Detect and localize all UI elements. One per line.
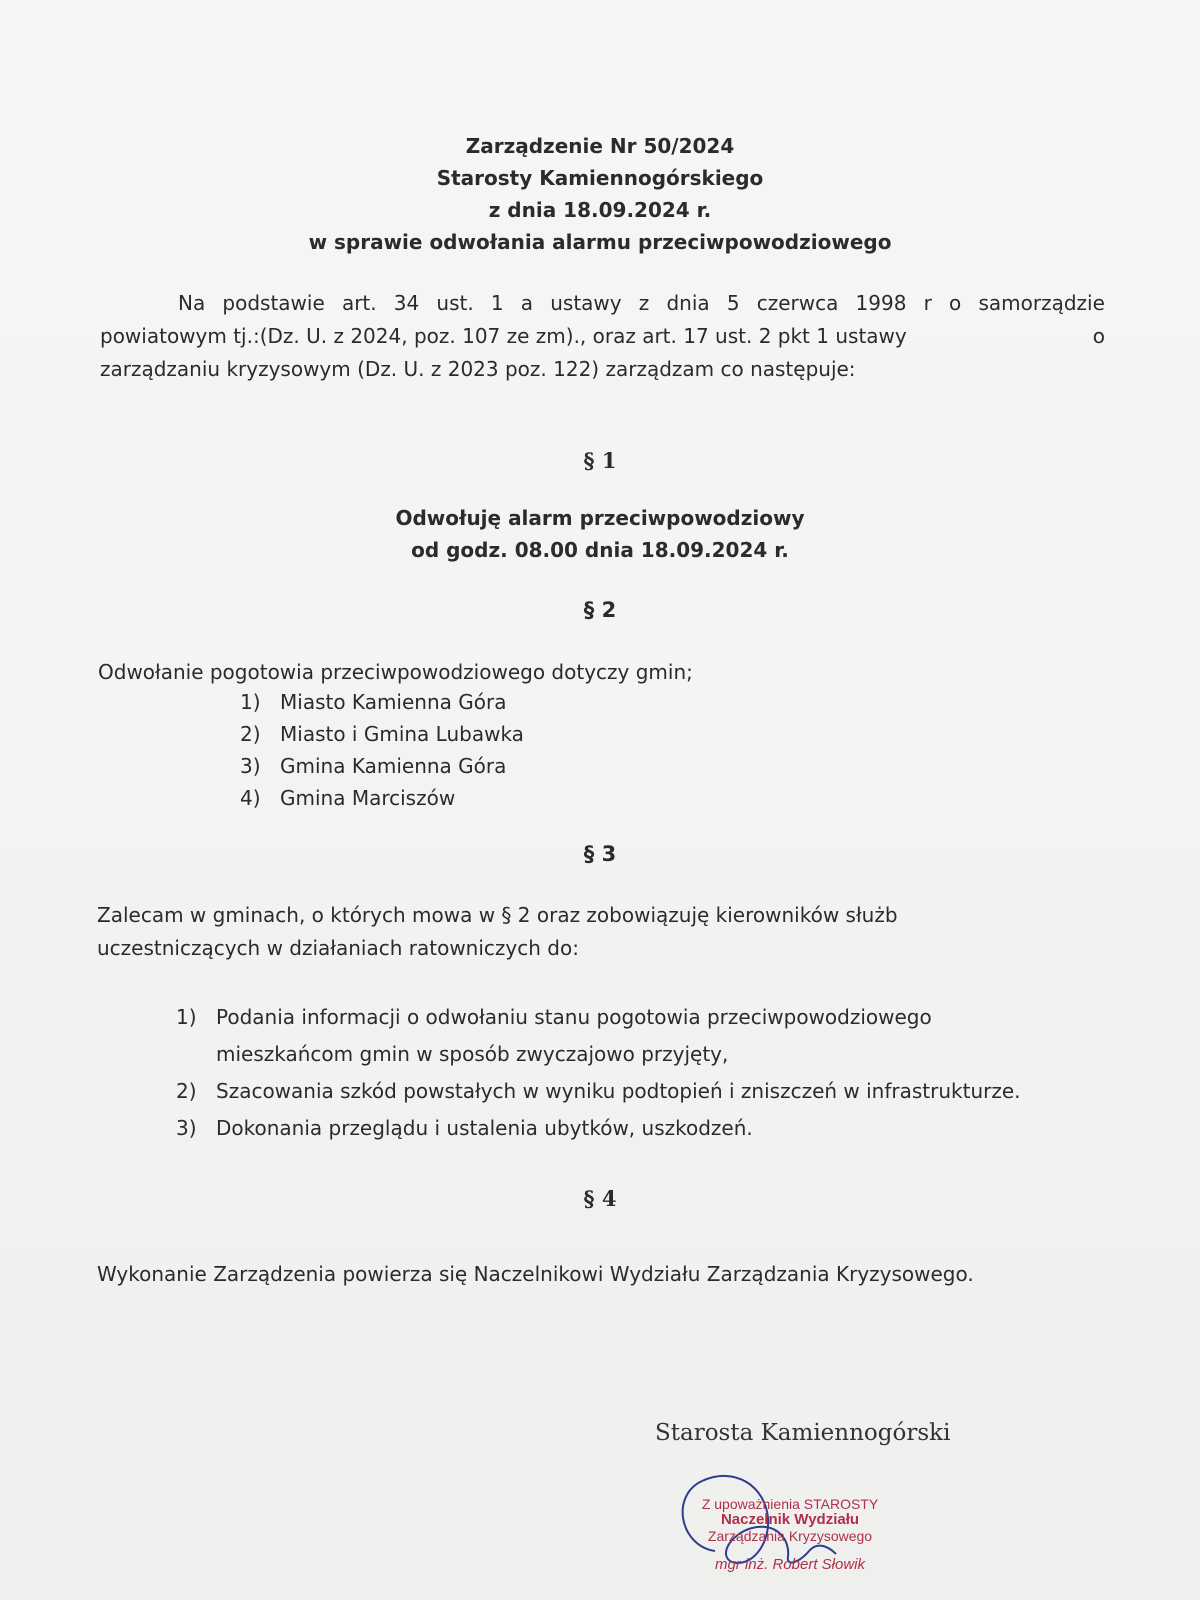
intro-word: art.	[341, 291, 377, 315]
intro-line-1	[100, 287, 1105, 320]
intro-word: samorządzie	[978, 291, 1105, 315]
title-line-4: w sprawie odwołania alarmu przeciwpowodziowego	[308, 230, 892, 254]
official-stamp	[640, 1456, 940, 1576]
signature-title: Starosta Kamiennogórski	[655, 1420, 951, 1446]
document-title	[0, 130, 1200, 258]
stamp-text	[640, 1496, 940, 1544]
intro-word: 1	[490, 291, 504, 315]
intro-line-2-text: powiatowym tj.:(Dz. U. z 2024, poz. 107 ze zm)., oraz art. 17 ust. 2 pkt 1 ustawy	[100, 324, 907, 348]
list-item-text: Szacowania szkód powstałych w wyniku podtopień i zniszczeń w infrastrukturze.	[216, 1079, 1021, 1103]
title-line-3: z dnia 18.09.2024 r.	[488, 198, 712, 222]
title-line-2: Starosty Kamiennogórskiego	[436, 166, 764, 190]
section-1-line-1: Odwołuję alarm przeciwpowodziowy	[395, 506, 805, 530]
section-1-body	[0, 502, 1200, 566]
section-2-heading: § 2	[583, 598, 617, 622]
list-item-number: 3)	[240, 754, 261, 778]
list-item-number: 2)	[176, 1079, 197, 1103]
list-item	[176, 1073, 1021, 1110]
list-item-number: 3)	[176, 1116, 197, 1140]
section-4-text: Wykonanie Zarządzenia powierza się Naczelnikowi Wydziału Zarządzania Kryzysowego.	[97, 1262, 974, 1286]
section-3-intro-line-1: Zalecam w gminach, o których mowa w § 2 oraz zobowiązuję kierowników służb	[97, 903, 898, 927]
title-line-1: Zarządzenie Nr 50/2024	[465, 134, 735, 158]
list-item-number: 1)	[240, 690, 261, 714]
intro-word: a	[520, 291, 534, 315]
intro-word: o	[949, 291, 962, 315]
section-1-line-2: od godz. 08.00 dnia 18.09.2024 r.	[411, 538, 789, 562]
list-item-continuation: mieszkańcom gmin w sposób zwyczajowo przyjęty,	[216, 1042, 729, 1066]
intro-word: czerwca	[756, 291, 839, 315]
section-3-list	[176, 999, 1021, 1147]
list-item-text: Miasto Kamienna Góra	[280, 690, 507, 714]
section-3-heading: § 3	[583, 842, 617, 866]
intro-word: ustawy	[550, 291, 622, 315]
list-item	[240, 750, 524, 782]
intro-word: ust.	[436, 291, 474, 315]
intro-word: 34	[393, 291, 420, 315]
intro-line-3: zarządzaniu kryzysowym (Dz. U. z 2023 poz. 122) zarządzam co następuje:	[100, 357, 856, 381]
section-4-heading: § 4	[583, 1186, 617, 1211]
section-3-intro-line-2: uczestniczących w działaniach ratowniczych do:	[97, 936, 579, 960]
intro-word: 1998	[855, 291, 907, 315]
list-item	[240, 686, 524, 718]
list-item-text: Gmina Kamienna Góra	[280, 754, 507, 778]
intro-word: podstawie	[222, 291, 325, 315]
list-item-text: Miasto i Gmina Lubawka	[280, 722, 524, 746]
section-2-list	[240, 686, 524, 814]
list-item	[176, 999, 1021, 1036]
stamp-line-3: Zarządzania Kryzysowego	[707, 1528, 873, 1544]
intro-word: dnia	[666, 291, 710, 315]
list-item	[240, 782, 524, 814]
list-item	[240, 718, 524, 750]
list-item-text: Dokonania przeglądu i ustalenia ubytków, uszkodzeń.	[216, 1116, 753, 1140]
list-item-text: Podania informacji o odwołaniu stanu pogotowia przeciwpowodziowego	[216, 1005, 932, 1029]
section-3-intro	[97, 899, 898, 965]
section-1-heading: § 1	[583, 448, 617, 473]
intro-paragraph	[100, 287, 1105, 386]
intro-word: z	[638, 291, 650, 315]
intro-word: r	[923, 291, 932, 315]
stamp-line-2: Naczelnik Wydziału	[720, 1511, 860, 1528]
intro-line-2-end: o	[1092, 324, 1105, 348]
intro-word: 5	[726, 291, 740, 315]
intro-line-2	[100, 320, 1105, 353]
stamp-line-1: Z upoważnienia STAROSTY	[701, 1496, 879, 1512]
list-item	[176, 1110, 1021, 1147]
list-item-number: 1)	[176, 1005, 197, 1029]
intro-word: Na	[178, 291, 206, 315]
section-2-intro: Odwołanie pogotowia przeciwpowodziowego dotyczy gmin;	[98, 660, 693, 684]
list-item-number: 2)	[240, 722, 261, 746]
stamp-name: mgr inż. Robert Słowik	[714, 1556, 866, 1573]
list-item-number: 4)	[240, 786, 261, 810]
list-item-text: Gmina Marciszów	[280, 786, 456, 810]
